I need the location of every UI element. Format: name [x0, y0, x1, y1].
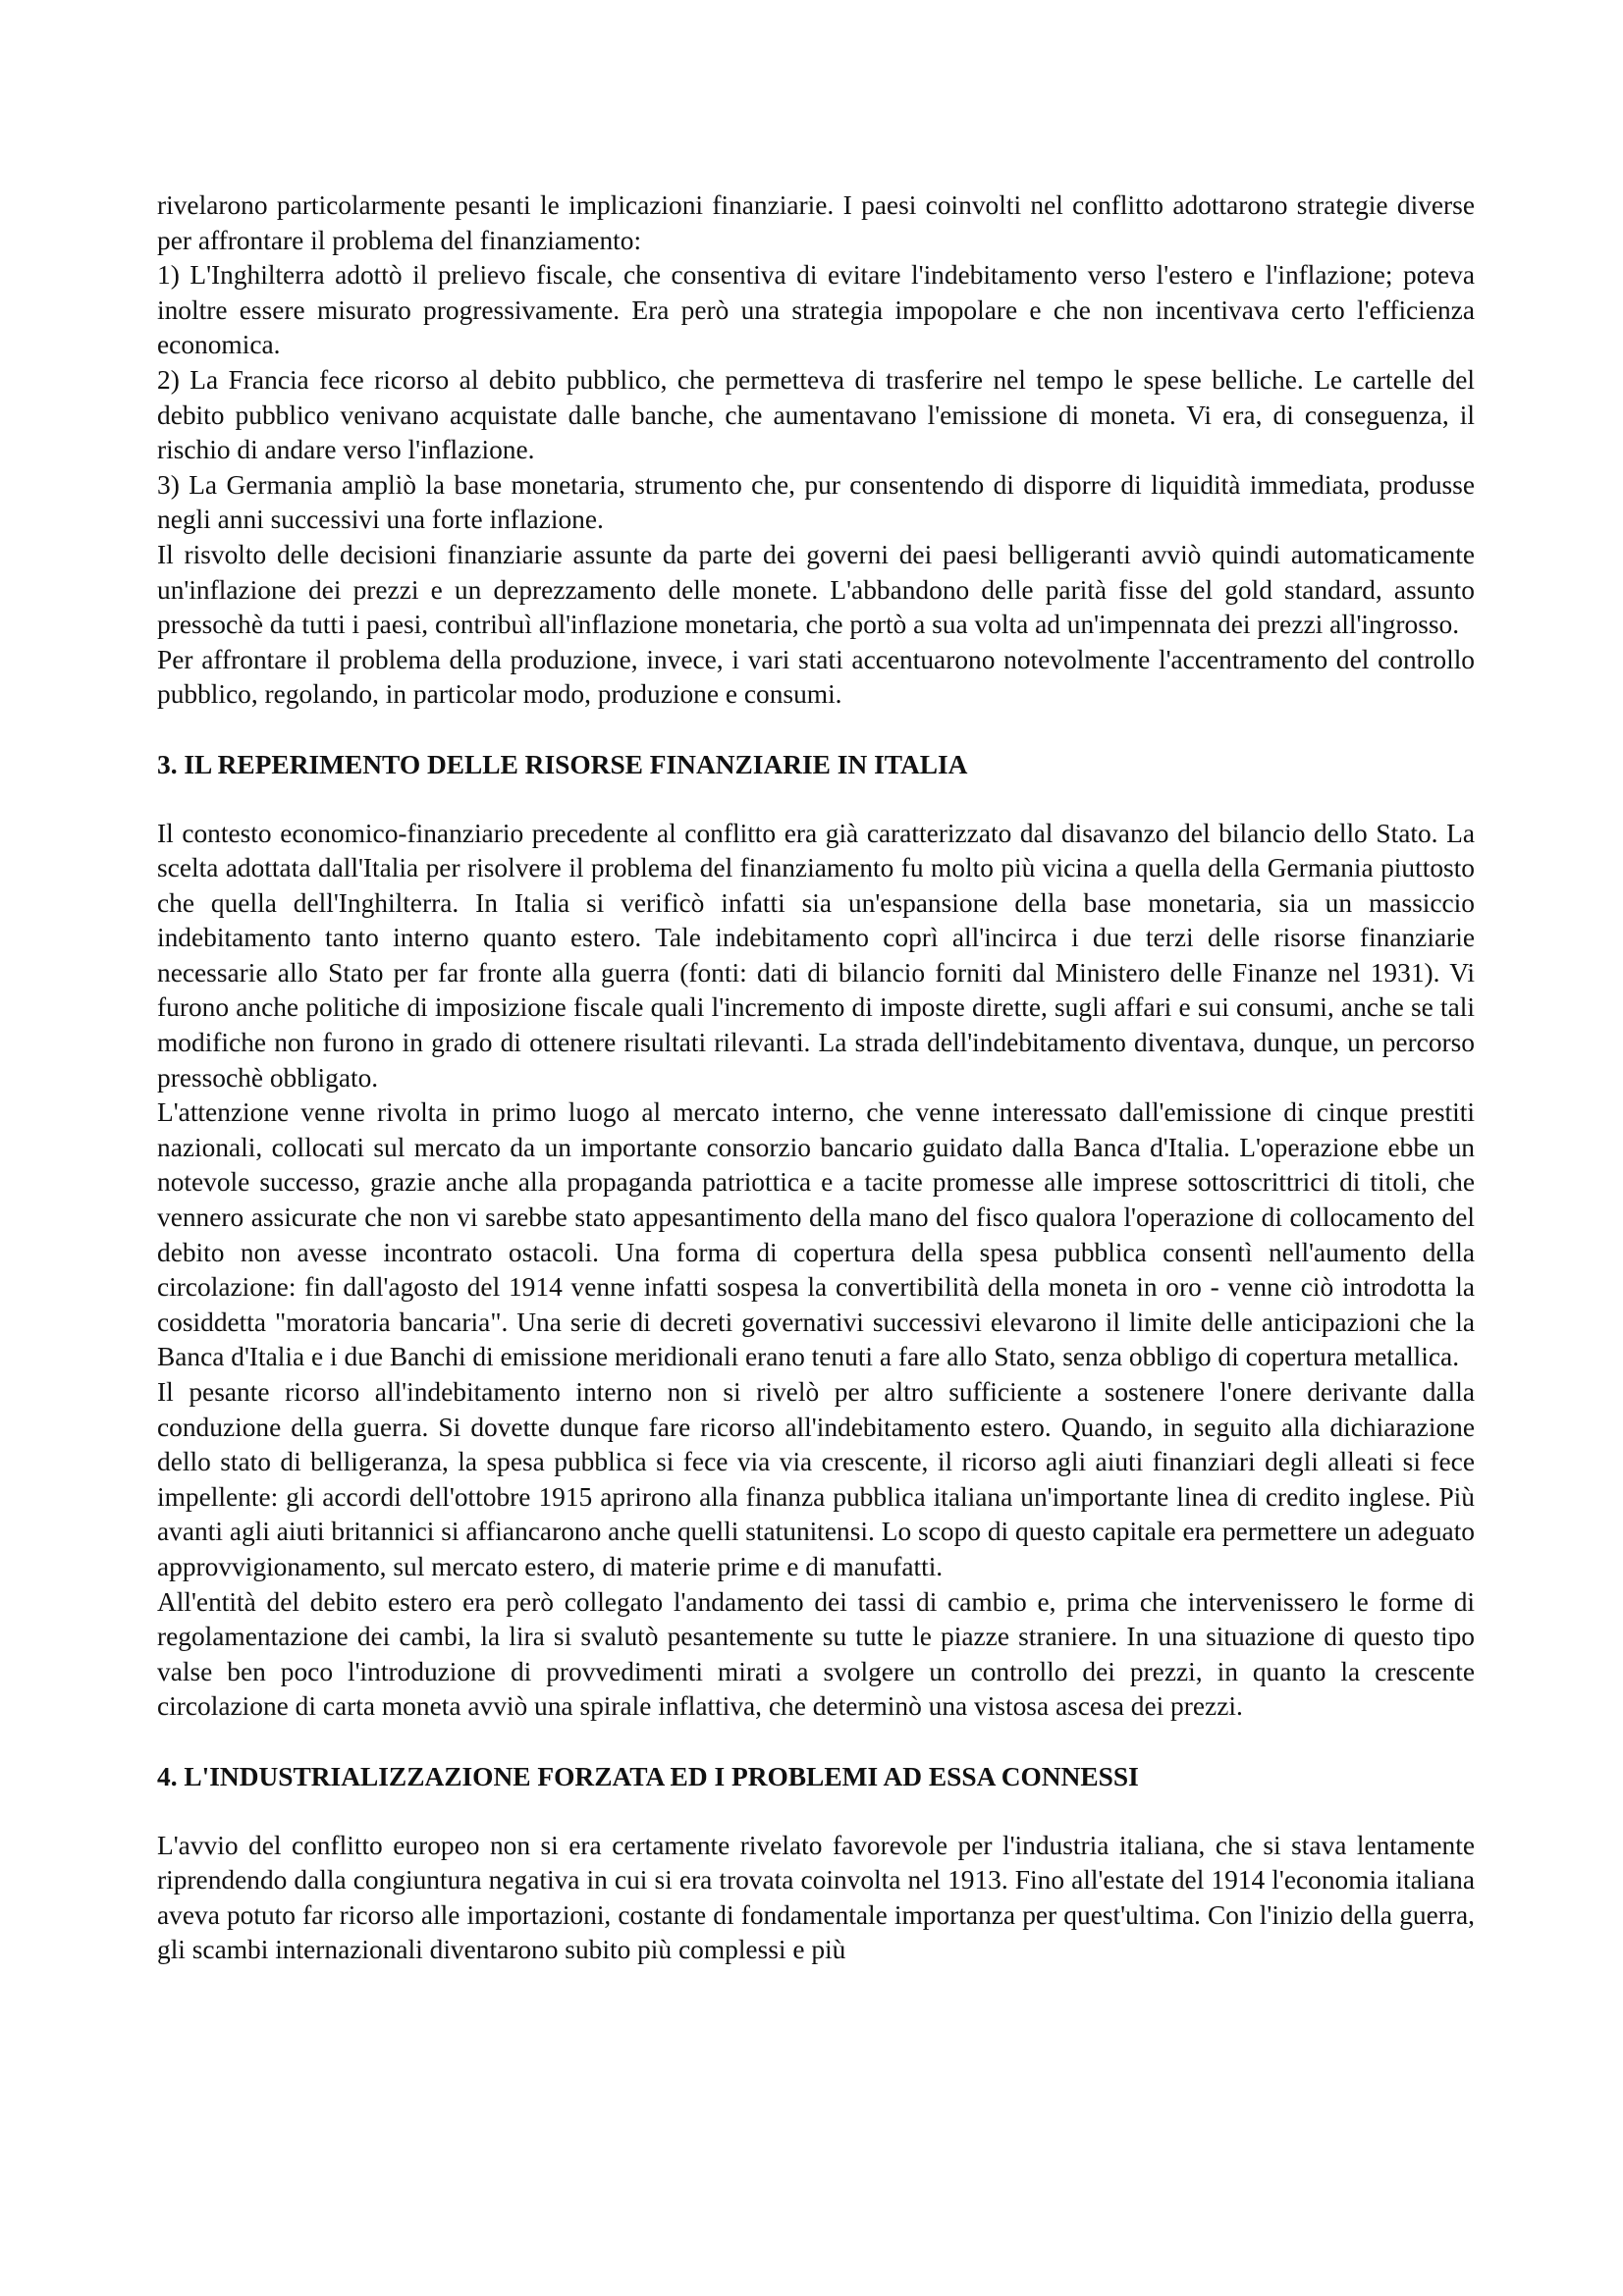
paragraph-intro-2: 1) L'Inghilterra adottò il prelievo fiscale, che consentiva di evitare l'indebitamento verso l'estero e l'inflazione; poteva inoltre essere misurato progressivamente. Era però una strategia impopolare e che non incentivava certo l'efficienza economica.	[157, 260, 1475, 360]
section-3-paragraph-3: Il pesante ricorso all'indebitamento interno non si rivelò per altro sufficiente a sostenere l'onere derivante dalla conduzione della guerra. Si dovette dunque fare ricorso all'indebitamento estero. Quando, in seguito alla dichiarazione dello stato di belligeranza, la spesa pubblica si fece via via crescente, il ricorso agli aiuti finanziari degli alleati si fece impellente: gli accordi dell'ottobre 1915 aprirono alla finanza pubblica italiana un'importante linea di credito inglese. Più avanti agli aiuti britannici si affiancarono anche quelli statunitensi. Lo scopo di questo capitale era permettere un adeguato approvvigionamento, sul mercato estero, di materie prime e di manufatti.	[157, 1377, 1475, 1581]
section-4-paragraph-1: L'avvio del conflitto europeo non si era certamente rivelato favorevole per l'industria italiana, che si stava lentamente riprendendo dalla congiuntura negativa in cui si era trovata coinvolta nel 1913. Fino all'estate del 1914 l'economia italiana aveva potuto far ricorso alle importazioni, costante di fondamentale importanza per quest'ultima. Con l'inizio della guerra, gli scambi internazionali diventarono subito più complessi e più	[157, 1830, 1475, 1965]
paragraph-intro-1: rivelarono particolarmente pesanti le implicazioni finanziarie. I paesi coinvolti nel conflitto adottarono strategie diverse per affrontare il problema del finanziamento:	[157, 190, 1475, 255]
section-4-heading: 4. L'INDUSTRIALIZZAZIONE FORZATA ED I PROBLEMI AD ESSA CONNESSI	[157, 1761, 1139, 1791]
section-3-paragraph-2: L'attenzione venne rivolta in primo luogo al mercato interno, che venne interessato dall'emissione di cinque prestiti nazionali, collocati sul mercato da un importante consorzio bancario guidato dalla Banca d'Italia. L'operazione ebbe un notevole successo, grazie anche alla propaganda patriottica e a tacite promesse alle imprese sottoscrittrici di titoli, che vennero assicurate che non vi sarebbe stato appesantimento della mano del fisco qualora l'operazione di collocamento del debito non avesse incontrato ostacoli. Una forma di copertura della spesa pubblica consentì nell'aumento della circolazione: fin dall'agosto del 1914 venne infatti sospesa la convertibilità della moneta in oro - venne ciò introdotta la cosiddetta "moratoria bancaria". Una serie di decreti governativi successivi elevarono il limite delle anticipazioni che la Banca d'Italia e i due Banchi di emissione meridionali erano tenuti a fare allo Stato, senza obbligo di copertura metallica.	[157, 1097, 1475, 1372]
section-3-paragraph-1: Il contesto economico-finanziario precedente al conflitto era già caratterizzato dal disavanzo del bilancio dello Stato. La scelta adottata dall'Italia per risolvere il problema del finanziamento fu molto più vicina a quella della Germania piuttosto che quella dell'Inghilterra. In Italia si verificò infatti sia un'espansione della base monetaria, sia un massiccio indebitamento tanto interno quanto estero. Tale indebitamento coprì all'incirca i due terzi delle risorse finanziarie necessarie allo Stato per far fronte alla guerra (fonti: dati di bilancio forniti dal Ministero delle Finanze nel 1931). Vi furono anche politiche di imposizione fiscale quali l'incremento di imposte dirette, sugli affari e sui consumi, anche se tali modifiche non furono in grado di ottenere risultati rilevanti. La strada dell'indebitamento diventava, dunque, un percorso pressochè obbligato.	[157, 818, 1475, 1093]
paragraph-intro-6: Per affrontare il problema della produzione, invece, i vari stati accentuarono notevolmente l'accentramento del controllo pubblico, regolando, in particolar modo, produzione e consumi.	[157, 644, 1475, 710]
paragraph-intro-3: 2) La Francia fece ricorso al debito pubblico, che permetteva di trasferire nel tempo le spese belliche. Le cartelle del debito pubblico venivano acquistate dalle banche, che aumentavano l'emissione di moneta. Vi era, di conseguenza, il rischio di andare verso l'inflazione.	[157, 364, 1475, 465]
document-page	[157, 188, 1475, 1968]
section-3-paragraph-4: All'entità del debito estero era però collegato l'andamento dei tassi di cambio e, prima che intervenissero le forme di regolamentazione dei cambi, la lira si svalutò pesantemente su tutte le piazze straniere. In una situazione di questo tipo valse ben poco l'introduzione di provvedimenti mirati a svolgere un controllo dei prezzi, in quanto la crescente circolazione di carta moneta avviò una spirale inflattiva, che determinò una vistosa ascesa dei prezzi.	[157, 1586, 1475, 1722]
section-3-heading: 3. IL REPERIMENTO DELLE RISORSE FINANZIARIE IN ITALIA	[157, 749, 968, 779]
paragraph-intro-4: 3) La Germania ampliò la base monetaria, strumento che, pur consentendo di disporre di liquidità immediata, produsse negli anni successivi una forte inflazione.	[157, 469, 1475, 535]
paragraph-intro-5: Il risvolto delle decisioni finanziarie assunte da parte dei governi dei paesi belligeranti avviò quindi automaticamente un'inflazione dei prezzi e un deprezzamento delle monete. L'abbandono delle parità fisse del gold standard, assunto pressochè da tutti i paesi, contribuì all'inflazione monetaria, che portò a sua volta ad un'impennata dei prezzi all'ingrosso.	[157, 539, 1475, 640]
